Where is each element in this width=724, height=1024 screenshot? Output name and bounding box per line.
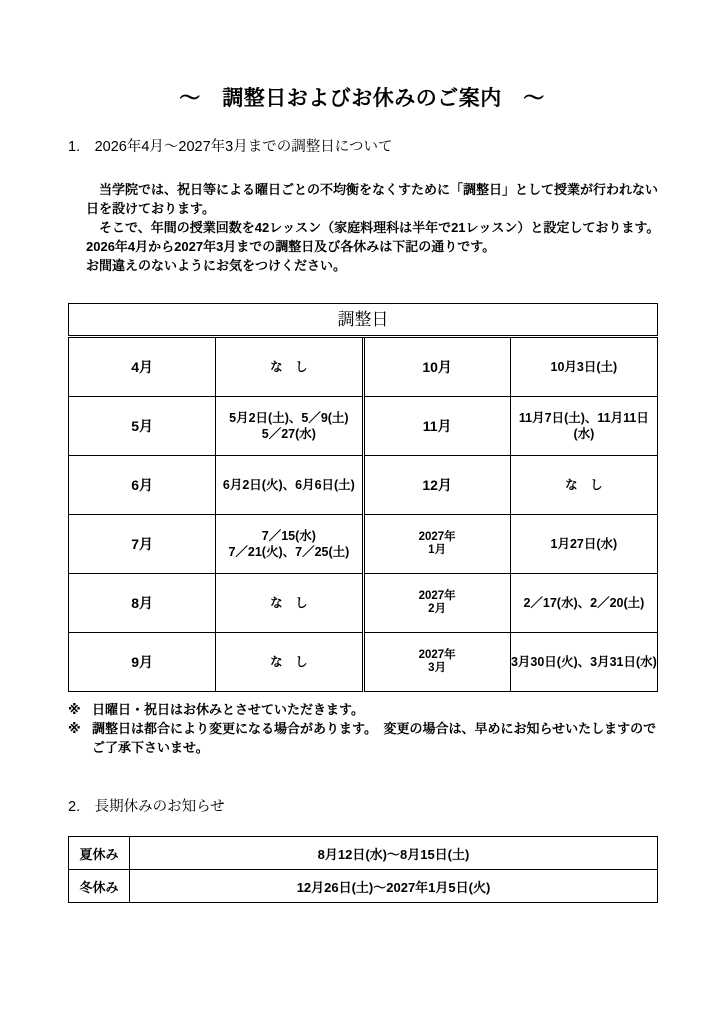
date-line: 11月7日(土)、11月11日(水) — [518, 411, 649, 441]
month-label-right — [363, 574, 510, 633]
dates-cell-right — [510, 456, 657, 515]
date-line: 3月30日(火)、3月31日(水) — [510, 655, 657, 669]
date-line: 7／21(火)、7／25(土) — [228, 545, 350, 559]
date-line: な し — [270, 360, 308, 374]
holiday-label: 夏休み — [69, 837, 130, 870]
adjustment-table-title: 調整日 — [69, 304, 658, 337]
table-row — [69, 633, 658, 692]
month-label-right — [363, 397, 510, 456]
dates-cell-left — [216, 633, 363, 692]
long-holidays-table — [68, 836, 658, 903]
dates-cell-left — [216, 337, 363, 397]
intro-paragraph: そこで、年間の授業回数を42レッスン（家庭料理科は半年で21レッスン）と設定しております。 — [86, 220, 660, 235]
holiday-label: 冬休み — [69, 870, 130, 903]
month-line: 2027年 — [418, 590, 456, 602]
month-line: 10月 — [422, 359, 452, 375]
month-label-right — [363, 515, 510, 574]
table-row — [69, 574, 658, 633]
month-line: 2027年 — [418, 531, 456, 543]
month-label-right — [363, 456, 510, 515]
section-1-intro — [86, 180, 666, 275]
month-label-right — [363, 337, 510, 397]
section-1-notes — [68, 700, 668, 757]
date-line: 5月2日(土)、5／9(土) — [229, 411, 349, 425]
table-row — [69, 837, 658, 870]
holiday-period: 8月12日(水)～8月15日(土) — [130, 837, 658, 870]
month-line: 11月 — [422, 418, 452, 434]
month-label-left: 9月 — [69, 633, 216, 692]
page-title: ～ 調整日およびお休みのご案内 ～ — [179, 87, 545, 110]
intro-paragraph: 2026年4月から2027年3月までの調整日及び各休みは下記の通りです。 — [86, 239, 496, 254]
date-line: な し — [270, 655, 308, 669]
dates-cell-left — [216, 397, 363, 456]
dates-cell-right — [510, 337, 657, 397]
dates-cell-right — [510, 515, 657, 574]
reference-mark-icon: ※ — [68, 702, 81, 717]
month-label-left: 4月 — [69, 337, 216, 397]
section-2-heading: 2. 長期休みのお知らせ — [68, 799, 225, 815]
date-line: 7／15(水) — [261, 529, 316, 543]
month-label-left: 6月 — [69, 456, 216, 515]
date-line: な し — [565, 478, 603, 492]
table-row — [69, 515, 658, 574]
reference-mark-icon: ※ — [68, 721, 81, 736]
month-line: 2027年 — [418, 649, 456, 661]
month-label-left: 5月 — [69, 397, 216, 456]
date-line: 10月3日(土) — [550, 360, 618, 374]
table-row — [69, 870, 658, 903]
intro-paragraph: 当学院では、祝日等による曜日ごとの不均衡をなくすために「調整日」として授業が行われない日を設けております。 — [86, 182, 659, 216]
table-row — [69, 456, 658, 515]
section-1-heading: 1. 2026年4月～2027年3月までの調整日について — [68, 139, 393, 155]
dates-cell-left — [216, 456, 363, 515]
month-label-left: 7月 — [69, 515, 216, 574]
note-item — [68, 719, 668, 757]
date-line: 2／17(水)、2／20(土) — [523, 596, 645, 610]
dates-cell-right — [510, 397, 657, 456]
dates-cell-right — [510, 633, 657, 692]
dates-cell-right — [510, 574, 657, 633]
note-text: 日曜日・祝日はお休みとさせていただきます。 — [92, 702, 364, 717]
month-line: 3月 — [428, 662, 447, 674]
month-line: 12月 — [422, 477, 452, 493]
date-line: 1月27日(水) — [550, 537, 618, 551]
table-row — [69, 397, 658, 456]
date-line: 5／27(水) — [261, 427, 316, 441]
date-line: 6月2日(火)、6月6日(土) — [222, 478, 355, 492]
date-line: な し — [270, 596, 308, 610]
adjustment-days-table — [68, 303, 658, 692]
month-label-right — [363, 633, 510, 692]
holiday-period: 12月26日(土)～2027年1月5日(火) — [130, 870, 658, 903]
dates-cell-left — [216, 515, 363, 574]
month-label-left: 8月 — [69, 574, 216, 633]
month-line: 2月 — [428, 603, 447, 615]
intro-paragraph: お間違えのないようにお気をつけください。 — [86, 258, 347, 273]
note-item — [68, 700, 668, 719]
month-line: 1月 — [428, 544, 447, 556]
table-row — [69, 337, 658, 397]
dates-cell-left — [216, 574, 363, 633]
table-header-row — [69, 304, 658, 337]
note-text: 調整日は都合により変更になる場合があります。 変更の場合は、早めにお知らせいたしますのでご了承下さいませ。 — [92, 721, 657, 755]
